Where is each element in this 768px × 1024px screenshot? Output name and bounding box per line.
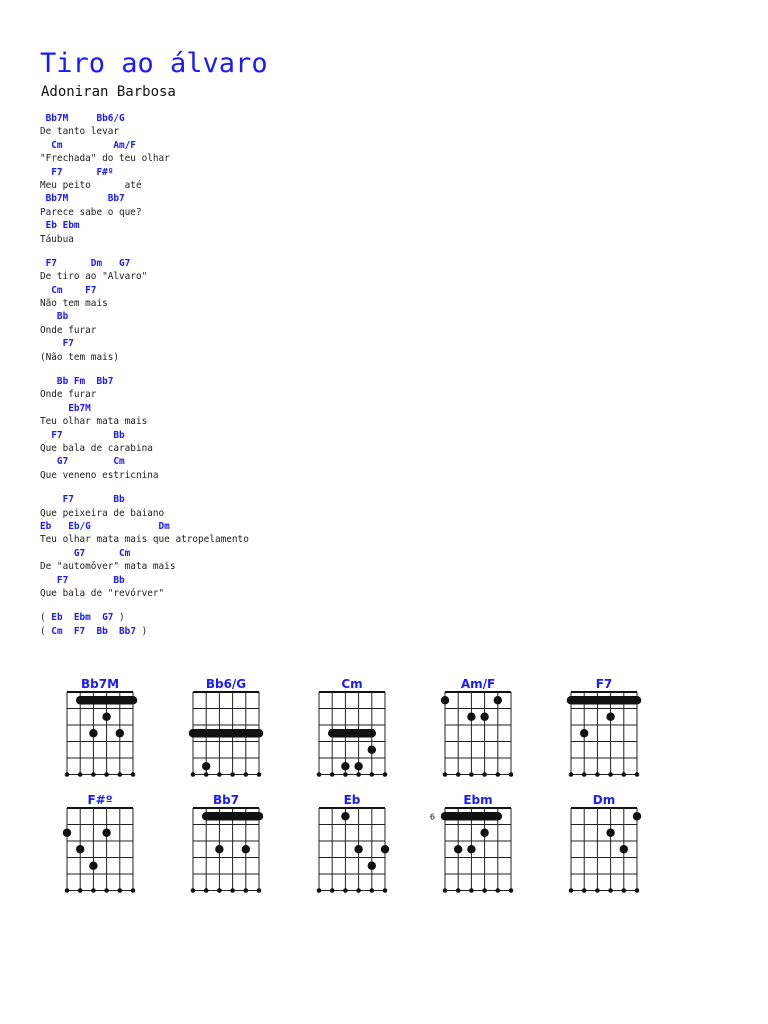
finger-dot [494,696,502,704]
string-end-dot [595,888,600,893]
chord-line: Eb Ebm [40,220,80,232]
finger-dot [354,845,362,853]
song-sheet [40,112,740,638]
lyric-line: Onde furar [40,389,97,401]
lyric-line: Táubua [40,233,74,245]
string-end-dot [608,888,613,893]
finger-dot [116,729,124,737]
lyric-line: De tanto levar [40,126,120,138]
chord-line: G7 Cm [40,456,125,468]
chord-line: Eb Ebm G7 [51,612,114,624]
nut [445,691,511,693]
lyric-line: De "automóver" mata mais [40,561,176,573]
nut [67,807,133,809]
chord-line: Bb Fm Bb7 [40,376,114,388]
nut [67,691,133,693]
finger-dot [89,862,97,870]
finger-dot [441,696,449,704]
nut [445,807,511,809]
chord-diagram [309,776,395,903]
chord-name: Eb [343,793,361,807]
chord-name: Am/F [460,677,496,691]
chord-name: Ebm [463,793,493,807]
chord-line: Cm F7 [40,284,97,296]
finger-dot [606,713,614,721]
finger-dot [215,845,223,853]
string-end-dot [118,888,123,893]
lyric-line: Onde furar [40,324,97,336]
string-end-dot [257,888,262,893]
chord-diagram-svg [57,660,143,783]
chord-line: F7 Dm G7 [40,257,131,269]
string-end-dot [356,888,361,893]
chord-diagram-svg [57,776,143,899]
chord-diagram [183,776,269,903]
string-end-dot [191,888,196,893]
finger-dot [63,829,71,837]
string-end-dot [443,888,448,893]
finger-dot [606,829,614,837]
chord-diagram-svg [309,776,395,899]
nut [193,807,259,809]
chord-diagram-svg [561,660,647,783]
chord-line: Cm F7 Bb Bb7 [51,625,136,637]
string-end-dot [635,888,640,893]
string-end-dot [91,888,96,893]
chord-name: Cm [341,677,363,691]
string-end-dot [343,888,348,893]
string-end-dot [482,888,487,893]
repeat-line [40,625,740,638]
chord-line: Eb Eb/G Dm [40,520,170,532]
chord-line: Bb7M Bb7 [40,193,125,205]
lyric-line: Teu olhar mata mais que atropelamento [40,534,249,546]
string-end-dot [131,888,136,893]
lyric-line: De tiro ao "Alvaro" [40,271,148,283]
chord-name: F7 [595,677,613,691]
finger-dot [76,845,84,853]
chord-line: F7 [40,338,74,350]
chord-diagram [435,660,521,787]
string-end-dot [582,888,587,893]
finger-dot [381,845,389,853]
string-end-dot [330,888,335,893]
chord-diagram-svg [183,776,269,899]
string-end-dot [244,888,249,893]
chord-diagram [183,660,269,787]
lyric-line: Que bala de "revórver" [40,587,165,599]
finger-dot [467,713,475,721]
lyric-line: Que peixeira de baiano [40,507,165,519]
section-gap [40,482,740,493]
chord-line: G7 Cm [40,547,131,559]
nut [571,691,637,693]
finger-dot [467,845,475,853]
string-end-dot [217,888,222,893]
nut [319,691,385,693]
string-end-dot [230,888,235,893]
chord-diagram [57,776,143,903]
finger-dot [620,845,628,853]
chord-name: Bb7 [212,793,240,807]
string-end-dot [622,888,627,893]
chord-line: Bb [40,311,69,323]
chord-name: Dm [592,793,616,807]
base-fret-label: 6 [429,812,435,822]
lyric-line: Teu olhar mata mais [40,416,148,428]
string-end-dot [65,888,70,893]
string-end-dot [78,888,83,893]
finger-dot [480,713,488,721]
finger-dot [102,829,110,837]
section-gap [40,364,740,375]
lyric-line: Meu peito até [40,179,142,191]
section-gap [40,246,740,257]
lyric-line: Não tem mais [40,298,108,310]
paren: ) [113,612,125,624]
chord-diagram [561,776,647,903]
string-end-dot [456,888,461,893]
finger-dot [580,729,588,737]
lyric-line: Que bala de carabina [40,442,153,454]
finger-dot [242,845,250,853]
string-end-dot [509,888,514,893]
finger-dot [89,729,97,737]
chord-line: F7 Bb [40,574,125,586]
chord-diagram [57,660,143,787]
nut [571,807,637,809]
paren: ) [135,625,148,637]
nut [319,807,385,809]
string-end-dot [370,888,375,893]
lyric-line: Parece sabe o que? [40,206,142,218]
chord-diagram-svg [561,776,647,899]
string-end-dot [496,888,501,893]
finger-dot [202,762,210,770]
lyric-line: "Frechada" do teu olhar [40,153,170,165]
string-end-dot [469,888,474,893]
chord-diagram [429,776,521,903]
finger-dot [102,713,110,721]
string-end-dot [204,888,209,893]
chord-name: Bb6/G [205,677,247,691]
repeat-line [40,611,740,624]
chord-name: F#º [87,793,113,807]
chord-diagram-svg [435,660,521,783]
chord-diagram-svg [183,660,269,783]
string-end-dot [317,888,322,893]
finger-dot [633,812,641,820]
finger-dot [368,862,376,870]
chord-line: Cm Am/F [40,139,136,151]
paren: ( [40,625,52,637]
lyric-line: Que veneno estricnina [40,469,159,481]
nut [193,691,259,693]
finger-dot [368,746,376,754]
artist-name: Adoniran Barbosa [41,84,176,100]
chord-line: Eb7M [40,402,91,414]
chord-line: F7 Bb [40,429,125,441]
chord-diagrams [0,660,768,920]
string-end-dot [569,888,574,893]
song-title: Tiro ao álvaro [40,48,268,79]
section-gap [40,600,740,611]
chord-diagram [309,660,395,787]
lyric-line: (Não tem mais) [40,351,120,363]
finger-dot [480,829,488,837]
finger-dot [341,812,349,820]
chord-name: Bb7M [80,677,120,691]
chord-line: F7 Bb [40,494,125,506]
chord-diagram-svg [309,660,395,783]
chord-diagram-svg [429,776,521,899]
string-end-dot [383,888,388,893]
chord-diagram [561,660,647,787]
string-end-dot [104,888,109,893]
chord-line: F7 F#º [40,166,114,178]
finger-dot [454,845,462,853]
finger-dot [354,762,362,770]
paren: ( [40,612,52,624]
chord-line: Bb7M Bb6/G [40,113,125,124]
finger-dot [341,762,349,770]
